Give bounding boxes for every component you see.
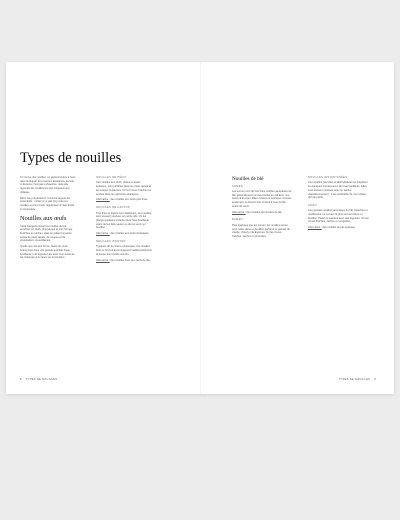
noodle-types-column xyxy=(96,176,152,265)
section-label: RAMEN xyxy=(232,218,243,222)
section-label: NOUILLES WONTON xyxy=(96,239,126,243)
section-paragraph: Ces grosses nouilles japonaises de blé, blanches et moelleuses, se servent le plus souvent dans un bouillon chaud ou sautées avec des légumes. On les trouve fraîches, sèches ou surgelées. xyxy=(308,209,369,224)
section-label: UDON xyxy=(308,203,317,207)
section-label: NOUILLES INSTANTANÉES xyxy=(308,176,348,179)
egg-noodles-paragraph: Cette catégorie réunit les nouilles de blé enrichies en œufs, plus jaunes et plus fermes. Fraîches ou sèches, elles se prêtent à toutes sortes de plats sautés, de soupes et de préparations croustillantes. xyxy=(20,224,73,243)
left-page-footer xyxy=(20,378,57,381)
section-paragraph: Ces nouilles précuites et déshydratées se préparent en quelques minutes avec de l'eau bouillante. Elles sont souvent vendues avec un sachet d'assaisonnement ; il est préférable de n'en utiliser qu'une partie. xyxy=(308,181,368,200)
right-page-footer xyxy=(339,378,376,381)
page-number: 8 xyxy=(20,378,22,381)
section-paragraph: Typiques de la cuisine cantonaise, ces nouilles fines et fermes accompagnent traditionnellement la soupe aux raviolis wonton. xyxy=(96,245,152,256)
section-label: NOUILLES DE PÉKIN xyxy=(96,176,127,179)
egg-noodles-paragraph: Quelle que soit leur forme, faites-les cuire brièvement dans une grande quantité d'eau bouillante, puis égouttez-les avec soin avant de les mélanger à la sauce ou au bouillon. xyxy=(20,245,75,260)
running-footer: TYPES DE NOUILLES xyxy=(25,378,58,381)
page-gutter xyxy=(200,62,201,394)
section-paragraph: Les somen sont de très fines nouilles japonaises de blé, généralement servies froides en été avec une sauce à tremper. Elles cuisent en quelques minutes seulement et doivent être rincées à l'eau froide avant de servir. xyxy=(232,190,292,208)
wheat-noodles-heading: Nouilles de blé xyxy=(232,176,264,182)
page-number: 9 xyxy=(374,378,376,381)
instant-noodles-column xyxy=(308,176,370,232)
section-label: SOMEN xyxy=(232,184,243,188)
alternative-note: Alternative : des nouilles de blé épaisses. xyxy=(308,226,356,230)
intro-paragraph: On trouve des nouilles, en général cuites à l'eau, dans la plupart des cuisines asiatiques. La liste ci-dessous n'est pas exhaustive, mais elle regroupe les nouilles les plus fréquemment utilisées. xyxy=(20,176,77,194)
wheat-noodles-column xyxy=(232,176,292,241)
book-spread xyxy=(6,62,394,394)
alternative-note: Alternative : des nouilles vermicelles de blé. xyxy=(232,210,283,214)
alternative-note: Alternative : des nouilles fines aux œufs de blé. xyxy=(96,258,151,262)
section-paragraph: Plus épaisses que les somen, les nouilles ramen sont cuites dans un bouillon parfumé et garnies de viande, d'œuf et de légumes. On les trouve fraîches, sèches ou précuites. xyxy=(232,223,290,238)
intro-column xyxy=(20,176,76,262)
egg-noodles-heading: Nouilles aux œufs xyxy=(20,214,67,222)
alternative-note: Alternative : des nouilles aux œufs classiques. xyxy=(96,232,150,236)
running-footer: TYPES DE NOUILLES xyxy=(338,378,371,381)
section-paragraph: Ces nouilles aux œufs, plates et assez épaisses, sont parfaites dans les plats sautés et les soupes copieuses. On les trouve fraîches ou sèches dans les épiceries asiatiques. xyxy=(96,181,152,196)
page-title: Types de nouilles xyxy=(20,150,122,166)
section-paragraph: Très fines et légèrement élastiques, ces nouilles sont souvent vendues en petits nids. On les plonge quelques instants dans l'eau bouillante avant de les faire sauter ou de les servir en bouillon. xyxy=(96,211,152,230)
intro-paragraph: Dans ces préparations, la bonne texture est essentielle : veillez à ne pas trop cuire les nouilles et à les rincer rapidement à l'eau froide si nécessaire. xyxy=(20,196,75,211)
section-label: NOUILLES DE CANTON xyxy=(96,206,131,210)
alternative-note: Alternative : des nouilles aux œufs plus fines. xyxy=(96,198,149,202)
